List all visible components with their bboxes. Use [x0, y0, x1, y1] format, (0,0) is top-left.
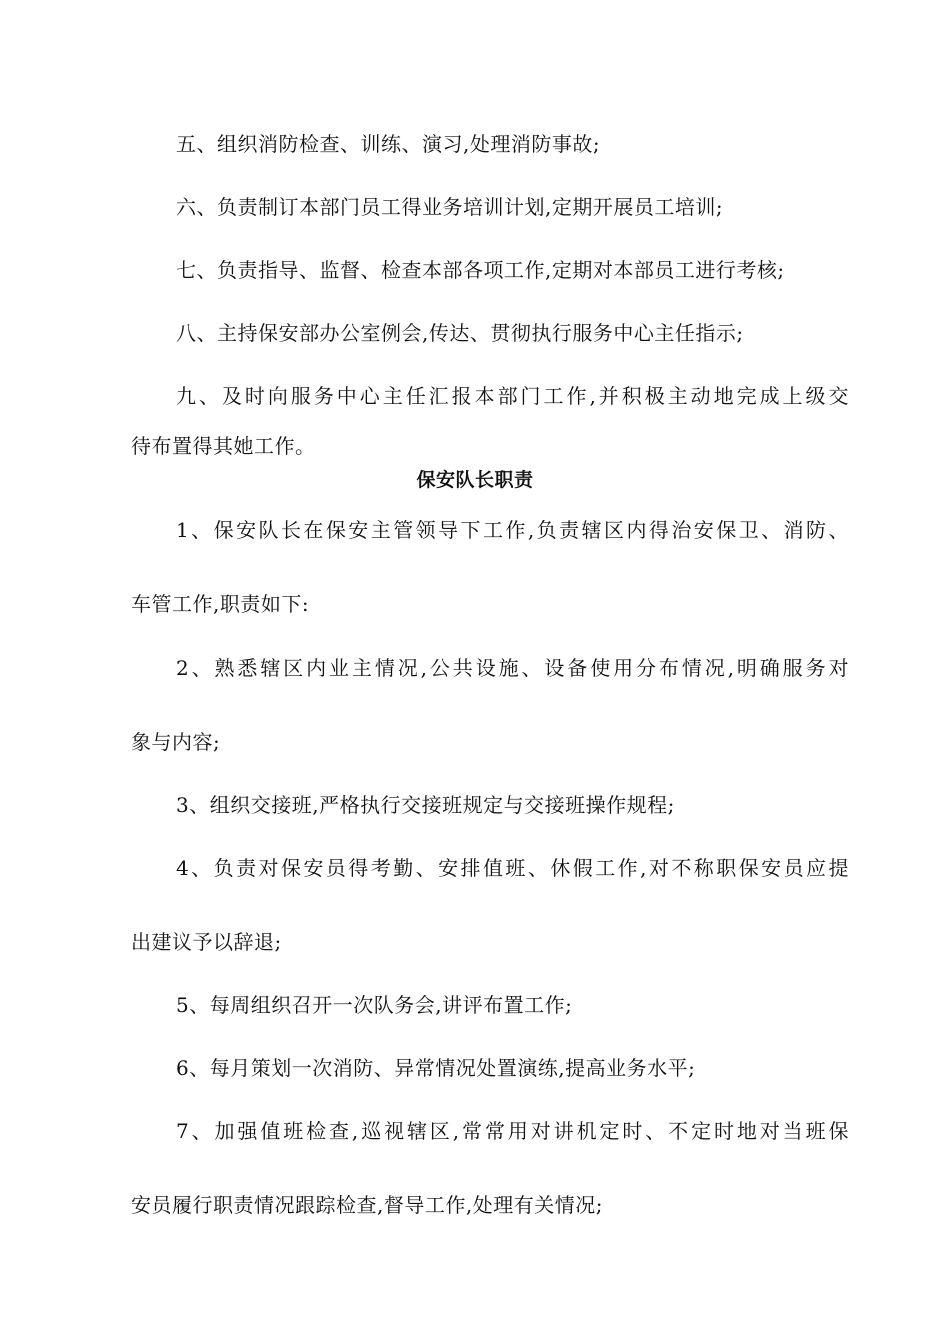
duty-item-6: 6、每月策划一次消防、异常情况处置演练,提高业务水平; — [176, 1056, 696, 1080]
paragraph-item-8: 八、主持保安部办公室例会,传达、贯彻执行服务中心主任指示; — [176, 321, 744, 345]
paragraph-item-9-line-1: 九、及时向服务中心主任汇报本部门工作,并积极主动地完成上级交 — [176, 384, 849, 408]
duty-item-7-line-2: 安员履行职责情况跟踪检查,督导工作,处理有关情况; — [131, 1193, 603, 1217]
duty-item-7-line-1: 7、加强值班检查,巡视辖区,常常用对讲机定时、不定时地对当班保 — [176, 1119, 849, 1143]
paragraph-item-6: 六、负责制订本部门员工得业务培训计划,定期开展员工培训; — [176, 195, 724, 219]
duty-item-1-line-1: 1、保安队长在保安主管领导下工作,负责辖区内得治安保卫、消防、 — [176, 518, 849, 542]
paragraph-item-9-line-2: 待布置得其她工作。 — [131, 434, 316, 458]
duty-item-4-line-2: 出建议予以辞退; — [131, 930, 282, 954]
duty-item-2-line-1: 2、熟悉辖区内业主情况,公共设施、设备使用分布情况,明确服务对 — [176, 656, 849, 680]
duty-item-5: 5、每周组织召开一次队务会,讲评布置工作; — [176, 993, 573, 1017]
paragraph-item-7: 七、负责指导、监督、检查本部各项工作,定期对本部员工进行考核; — [176, 258, 785, 282]
duty-item-1-line-2: 车管工作,职责如下: — [131, 592, 310, 616]
duty-item-3: 3、组织交接班,严格执行交接班规定与交接班操作规程; — [176, 793, 675, 817]
duty-item-2-line-2: 象与内容; — [131, 730, 221, 754]
section-title: 保安队长职责 — [416, 469, 534, 491]
duty-item-4-line-1: 4、负责对保安员得考勤、安排值班、休假工作,对不称职保安员应提 — [176, 856, 849, 880]
paragraph-item-5: 五、组织消防检查、训练、演习,处理消防事故; — [176, 132, 601, 156]
